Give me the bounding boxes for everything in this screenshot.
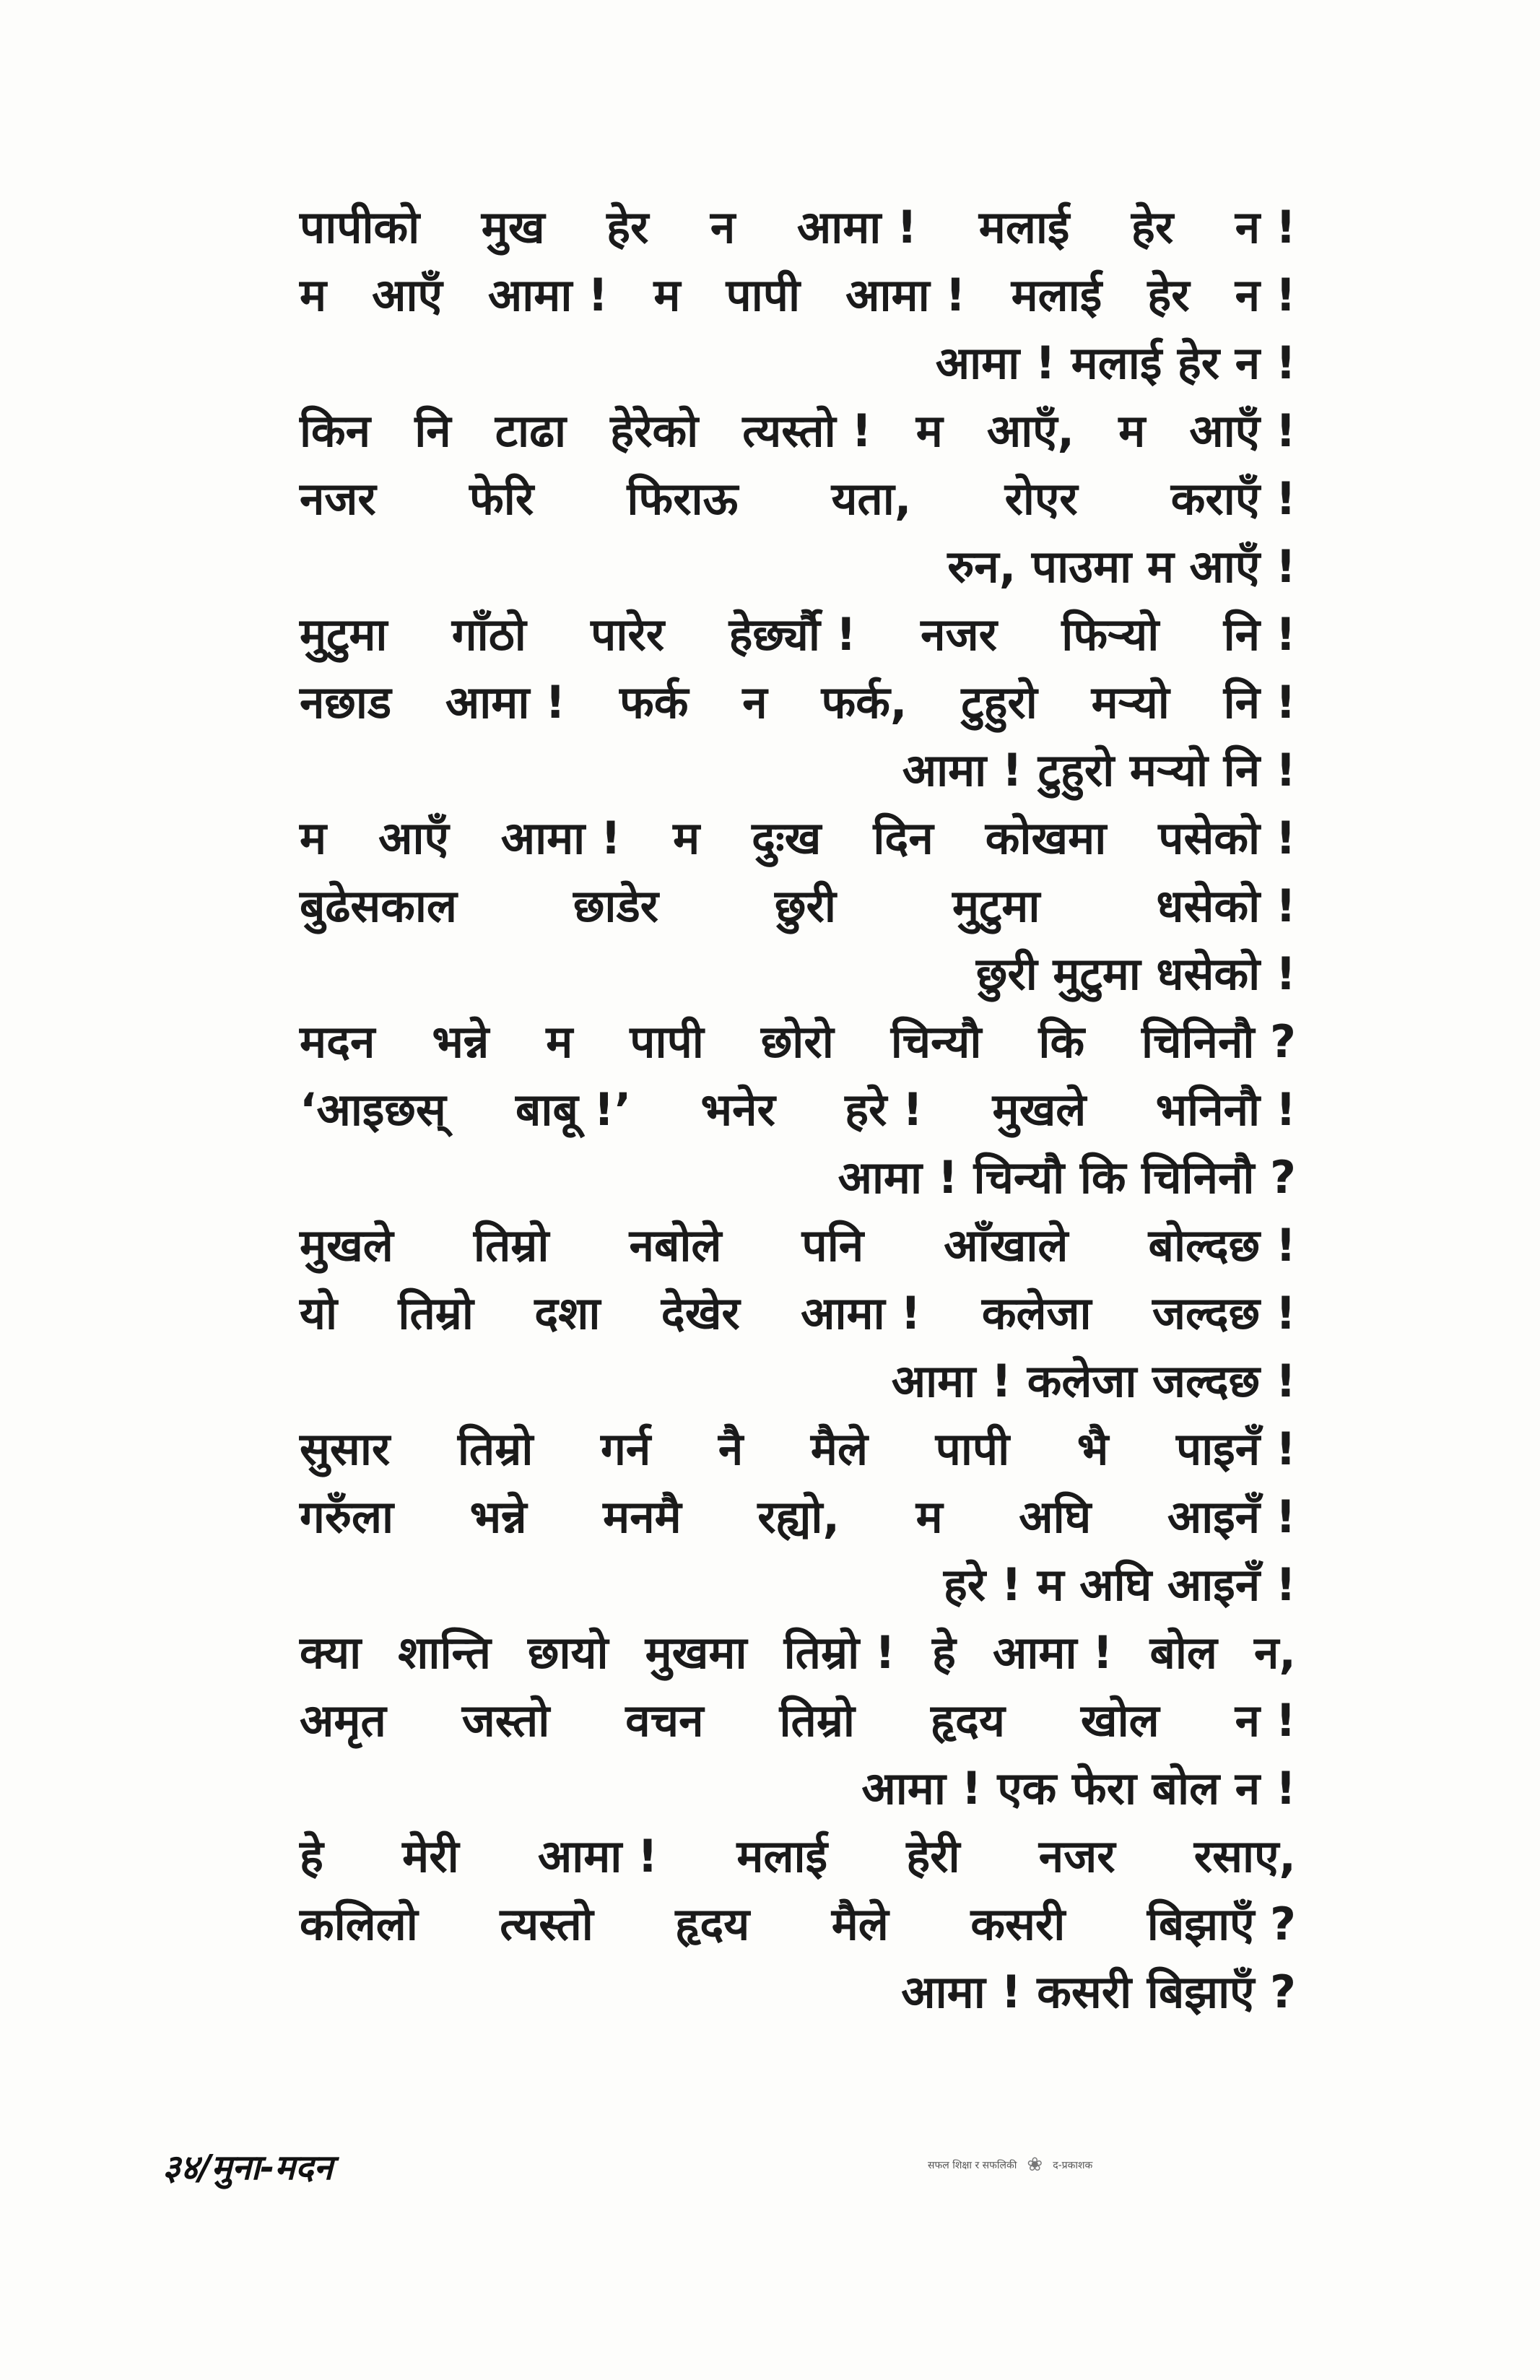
verse-word: यो [300, 1287, 338, 1339]
verse-word: मैले [810, 1423, 869, 1475]
verse-word: कलेजा [981, 1287, 1092, 1339]
refrain-line: आमा ! एक फेरा बोल न ! [861, 1762, 1296, 1815]
verse-word: पसेको ! [1158, 812, 1296, 864]
verse-word: मुटुमा [952, 880, 1040, 932]
verse-word: फिर्‍यो [1061, 608, 1160, 661]
verse-word: पनि [801, 1219, 864, 1272]
publisher-name: द-प्रकाशक [1053, 2159, 1093, 2171]
verse-word: बाबू !’ [515, 1083, 632, 1136]
verse-word: तिम्रो [398, 1287, 474, 1339]
verse-word: तिम्रो ! [783, 1626, 895, 1679]
verse-word: कि [1038, 1015, 1085, 1068]
verse-word: म [1118, 404, 1146, 457]
verse-word: वचन [625, 1694, 704, 1747]
verse-word: नछाड [300, 676, 392, 729]
verse-word: दिन [873, 812, 934, 864]
stanza [300, 1619, 1296, 1823]
verse-word: पापीको [300, 201, 420, 253]
verse-word: हे [300, 1830, 323, 1882]
verse-word: नि [414, 404, 451, 457]
verse-line [300, 1008, 1296, 1076]
verse-word: न ! [1235, 1694, 1296, 1747]
verse-word: मुटुमा [300, 608, 388, 661]
verse-word: छाडेर [573, 880, 659, 932]
verse-word: देखेर [661, 1287, 740, 1339]
verse-line [300, 1415, 1296, 1483]
verse-word: म [300, 812, 327, 864]
verse-word: मुखमा [645, 1626, 747, 1679]
verse-line [300, 465, 1296, 533]
verse-word: हेर्छ्यौ ! [728, 608, 856, 661]
verse-word: आमा ! [537, 1830, 658, 1882]
verse-word: चिनिनौ ? [1141, 1015, 1296, 1068]
verse-word: मुखले [992, 1083, 1087, 1136]
verse-line [300, 1483, 1296, 1551]
verse-word: मैले [831, 1898, 889, 1950]
verse-word: आमा ! [445, 676, 566, 729]
verse-word: तिम्रो [779, 1694, 855, 1747]
stanza [300, 1415, 1296, 1619]
verse-word: छुरी [775, 880, 836, 932]
verse-word: भनेर [700, 1083, 775, 1136]
verse-word: हरे ! [845, 1083, 923, 1136]
verse-line [300, 804, 1296, 872]
stanza [300, 601, 1296, 804]
verse-word: न [710, 201, 736, 253]
stanza [300, 1823, 1296, 2026]
verse-word: फिराऊ [627, 472, 739, 525]
verse-line [300, 1687, 1296, 1755]
verse-word: आमा ! [845, 269, 966, 321]
verse-word: पापी [935, 1423, 1010, 1475]
verse-word: म [546, 1015, 573, 1068]
verse-word: कलिलो [300, 1898, 418, 1950]
verse-word: न ! [1235, 269, 1296, 321]
verse-line [300, 397, 1296, 465]
verse-word: फेरि [469, 472, 534, 525]
verse-word: आमा ! [500, 812, 622, 864]
refrain-line: आमा ! चिन्यौ कि चिनिनौ ? [838, 1151, 1296, 1204]
verse-word: जल्दछ ! [1152, 1287, 1296, 1339]
verse-word: नबोले [629, 1219, 722, 1272]
verse-word: पारेर [591, 608, 665, 661]
stanza [300, 804, 1296, 1008]
verse-word: पापी [630, 1015, 704, 1068]
verse-word: म [915, 1490, 943, 1543]
verse-word: हेर [606, 201, 649, 253]
verse-word: गाँठो [451, 608, 526, 661]
verse-line [300, 1890, 1296, 1958]
verse-word: म [915, 404, 943, 457]
verse-word: नि ! [1223, 608, 1296, 661]
refrain-line: रुन, पाउमा म आएँ ! [947, 540, 1296, 593]
verse-word: सुसार [300, 1423, 391, 1475]
verse-word: बुढेसकाल [300, 880, 457, 932]
verse-word: न [742, 676, 767, 729]
verse-line [300, 1076, 1296, 1144]
verse-word: आमा ! [993, 1626, 1113, 1679]
stanza [300, 1008, 1296, 1212]
verse-word: यता, [831, 472, 912, 525]
verse-word: जस्तो [461, 1694, 550, 1747]
refrain-line: आमा ! मलाई हेर न ! [935, 336, 1296, 389]
verse-word: म [653, 269, 681, 321]
verse-word: मलाई [736, 1830, 828, 1882]
verse-word: न ! [1235, 201, 1296, 253]
verse-word: कसरी [970, 1898, 1066, 1950]
verse-word: आइनँ ! [1167, 1490, 1296, 1543]
page-number-and-title: ३४/मुना-मदन [162, 2147, 333, 2188]
verse-word: आएँ [378, 812, 449, 864]
stanza [300, 397, 1296, 601]
verse-word: चिन्यौ [890, 1015, 982, 1068]
verse-word: रसाए, [1193, 1830, 1296, 1882]
verse-word: भन्ने [432, 1015, 490, 1068]
verse-word: रोएर [1004, 472, 1078, 525]
verse-word: आएँ ! [1189, 404, 1296, 457]
verse-word: शान्ति [398, 1626, 491, 1679]
refrain-line: छुरी मुटुमा धसेको ! [975, 947, 1296, 1000]
verse-word: हेरी [906, 1830, 960, 1882]
verse-word: कोखमा [985, 812, 1107, 864]
verse-line [300, 601, 1296, 669]
verse-word: छोरो [760, 1015, 834, 1068]
flower-ornament-icon: ❀ [1027, 2154, 1043, 2176]
verse-line [300, 194, 1296, 261]
verse-word: क्या [300, 1626, 362, 1679]
verse-word: आमा ! [801, 1287, 921, 1339]
verse-word: मलाई [1011, 269, 1102, 321]
verse-word: मनमै [603, 1490, 682, 1543]
verse-line [300, 669, 1296, 737]
verse-word: मुखले [300, 1219, 393, 1272]
verse-word: अमृत [300, 1694, 386, 1747]
verse-word: आएँ, [986, 404, 1075, 457]
verse-word: टाढा [495, 404, 567, 457]
verse-word: आमा ! [796, 201, 918, 253]
verse-word: फर्क, [821, 676, 908, 729]
verse-word: भनिनौ ! [1155, 1083, 1296, 1136]
verse-word: पापी [726, 269, 801, 321]
verse-word: धसेको ! [1156, 880, 1296, 932]
verse-word: नजर [921, 608, 997, 661]
refrain-line: आमा ! टुहुरो मर्‍यो नि ! [902, 744, 1296, 796]
verse-word: अघि [1019, 1490, 1092, 1543]
verse-word: त्यस्तो [500, 1898, 593, 1950]
verse-word: हे [932, 1626, 956, 1679]
verse-word: भन्ने [469, 1490, 527, 1543]
verse-word: हृदय [930, 1694, 1005, 1747]
publisher-footer [928, 2154, 1092, 2176]
stanza [300, 1212, 1296, 1415]
verse-word: दशा [534, 1287, 601, 1339]
verse-word: खोल [1080, 1694, 1160, 1747]
verse-word: गर्न [600, 1423, 651, 1475]
verse-word: मर्‍यो [1091, 676, 1170, 729]
verse-word: आँखाले [944, 1219, 1069, 1272]
verse-word: रह्यो, [757, 1490, 840, 1543]
verse-word: दुःख [752, 812, 822, 864]
verse-word: पाइनँ ! [1175, 1423, 1296, 1475]
verse-word: फर्क [619, 676, 689, 729]
verse-word: भै [1076, 1423, 1109, 1475]
verse-word: छायो [528, 1626, 609, 1679]
verse-word: मेरी [402, 1830, 459, 1882]
verse-line [300, 261, 1296, 329]
verse-word: म [673, 812, 700, 864]
verse-word: आएँ [372, 269, 443, 321]
verse-line [300, 1823, 1296, 1890]
verse-word: किन [300, 404, 371, 457]
publisher-mark: सफल शिक्षा र सफलिकी [928, 2159, 1017, 2171]
verse-word: हेरेको [610, 404, 699, 457]
verse-word: कराएँ ! [1170, 472, 1296, 525]
verse-word: मलाई [978, 201, 1070, 253]
verse-word: हेर [1131, 201, 1174, 253]
verse-line [300, 1212, 1296, 1280]
verse-word: न, [1253, 1626, 1296, 1679]
verse-word: हेर [1147, 269, 1190, 321]
verse-word: म [300, 269, 327, 321]
verse-word: नै [718, 1423, 744, 1475]
verse-word: गरुँला [300, 1490, 394, 1543]
verse-word: नजर [300, 472, 376, 525]
verse-word: नजर [1038, 1830, 1115, 1882]
verse-line [300, 872, 1296, 940]
verse-line [300, 1619, 1296, 1687]
refrain-line: हरे ! म अघि आइनँ ! [943, 1558, 1296, 1611]
refrain-line: आमा ! कसरी बिझाएँ ? [901, 1966, 1296, 2018]
verse-word: तिम्रो [457, 1423, 534, 1475]
verse-word: तिम्रो [473, 1219, 549, 1272]
verse-word: बोल्दछ ! [1148, 1219, 1296, 1272]
verse-word: हृदय [675, 1898, 750, 1950]
verse-word: बोल [1149, 1626, 1217, 1679]
verse-word: त्यस्तो ! [742, 404, 872, 457]
verse-word: मुख [481, 201, 545, 253]
verse-word: मदन [300, 1015, 375, 1068]
stanza [300, 194, 1296, 397]
verse-word: नि ! [1223, 676, 1296, 729]
refrain-line: आमा ! कलेजा जल्दछ ! [891, 1355, 1296, 1407]
verse-word: आमा ! [487, 269, 609, 321]
poem-body [300, 194, 1296, 2026]
verse-line [300, 1280, 1296, 1347]
verse-word: ‘आइछस् [300, 1083, 446, 1136]
verse-word: बिझाएँ ? [1147, 1898, 1296, 1950]
verse-word: टुहुरो [961, 676, 1037, 729]
